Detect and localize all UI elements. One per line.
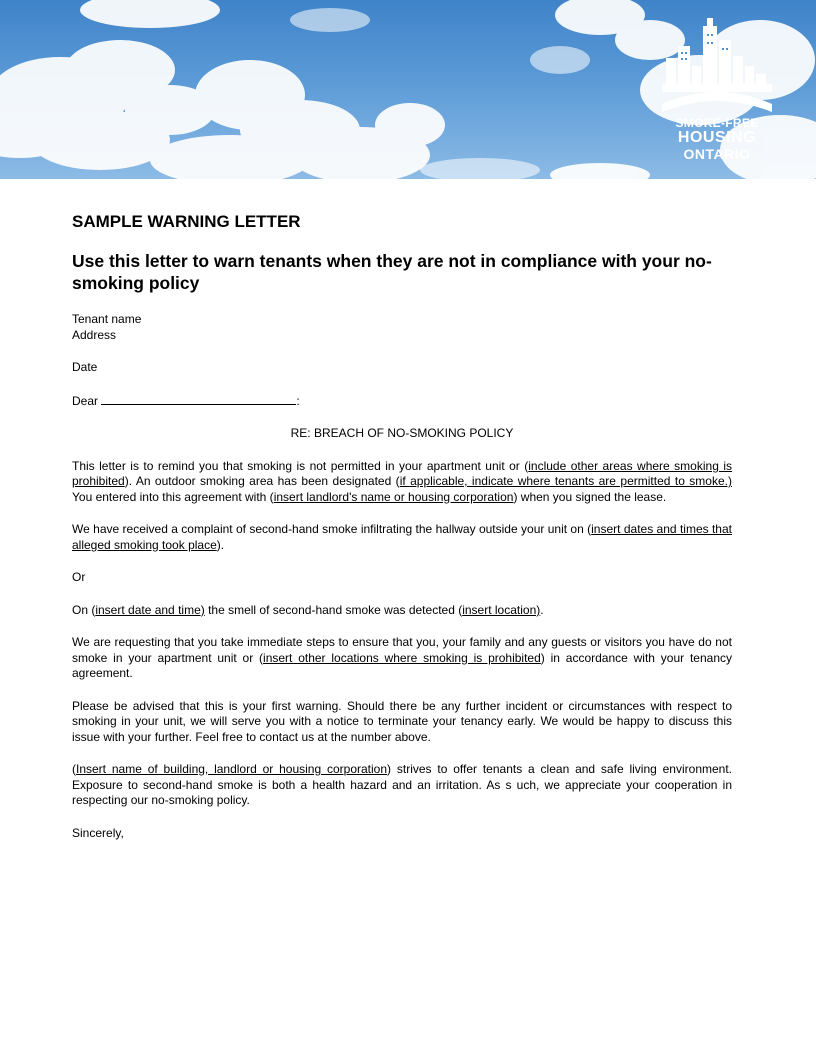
- paragraph-6: [72, 762, 732, 809]
- p2-placeholder-1: insert dates and times that alleged smoking took place: [72, 522, 732, 552]
- tenant-name: Tenant name: [72, 312, 142, 326]
- p1-placeholder-1: include other areas where smoking is prohibited: [72, 458, 732, 488]
- logo-line-3: ONTARIO: [683, 146, 751, 162]
- paragraph-5: Please be advised that this is your first warning. Should there be any further incident or circumstances with respect to smoking in your unit, we will serve you with a notice to terminate your tenancy early. We would be happy to discuss this issue with your further. Feel free to contact us at the number above.: [72, 698, 732, 744]
- p6-text-2: ) strives to offer tenants a clean and safe living environment. Exposure to second-hand smoke is both a health hazard and an irritation. As s uch, we appreciate your cooperation in respecting our no-smoking policy.: [72, 762, 733, 807]
- salutation-blank-line: [101, 393, 296, 405]
- salutation-prefix: Dear: [72, 393, 99, 408]
- p2-text-2: ).: [216, 537, 225, 552]
- closing: Sincerely,: [72, 825, 124, 840]
- p3-placeholder-1: insert date and time): [95, 602, 205, 617]
- p4-placeholder-1: insert other locations where smoking is prohibited: [263, 650, 541, 665]
- city-skyline-icon: [658, 18, 776, 114]
- p1-placeholder-3: insert landlord's name or housing corporation: [273, 489, 514, 504]
- paragraph-4: [72, 635, 732, 682]
- smoke-free-housing-ontario-logo: [658, 18, 776, 164]
- sky-banner: [0, 0, 816, 179]
- p1-text-2: ). An outdoor smoking area has been designated (: [124, 474, 400, 488]
- p1-text-4: ) when you signed the lease.: [513, 489, 667, 504]
- letter-date: Date: [72, 360, 98, 374]
- p1-text-1: This letter is to remind you that smoking is not permitted in your apartment unit or (: [72, 458, 529, 473]
- p2-text-1: We have received a complaint of second-hand smoke infiltrating the hallway outside your unit on (: [72, 522, 592, 536]
- p3-text-1: On (: [72, 602, 96, 617]
- document-subtitle: Use this letter to warn tenants when they are not in compliance with your no-smoking policy: [72, 251, 712, 293]
- salutation-suffix: :: [296, 393, 300, 408]
- p4-text-1: We are requesting that you take immediate steps to ensure that you, your family and any guests or visitors you have do not smoke in your apartment unit or (: [72, 635, 732, 665]
- re-line: RE: BREACH OF NO-SMOKING POLICY: [290, 426, 514, 440]
- p3-text-3: .: [540, 602, 544, 617]
- paragraph-1: [72, 459, 732, 506]
- p1-placeholder-2: if applicable, indicate where tenants are permitted to smoke.): [399, 474, 732, 488]
- p6-text-1: (: [72, 762, 76, 776]
- p4-text-2: ) in accordance with your tenancy agreement.: [72, 650, 732, 680]
- paragraph-2: [72, 522, 732, 553]
- letter-body: [72, 212, 732, 841]
- salutation: [72, 393, 732, 410]
- document-title: SAMPLE WARNING LETTER: [72, 212, 301, 231]
- logo-line-1: SMOKE-FREE: [675, 116, 759, 130]
- logo-line-2: HOUSING: [677, 129, 757, 146]
- tenant-address: Address: [72, 327, 117, 342]
- paragraph-3: [72, 603, 732, 619]
- p6-placeholder-1: Insert name of building, landlord or housing corporation: [76, 762, 388, 776]
- p3-placeholder-2: insert location): [462, 602, 541, 617]
- or-separator: Or: [72, 570, 86, 584]
- p3-text-2: the smell of second-hand smoke was detected (: [204, 602, 463, 617]
- p1-text-3: You entered into this agreement with (: [72, 489, 274, 504]
